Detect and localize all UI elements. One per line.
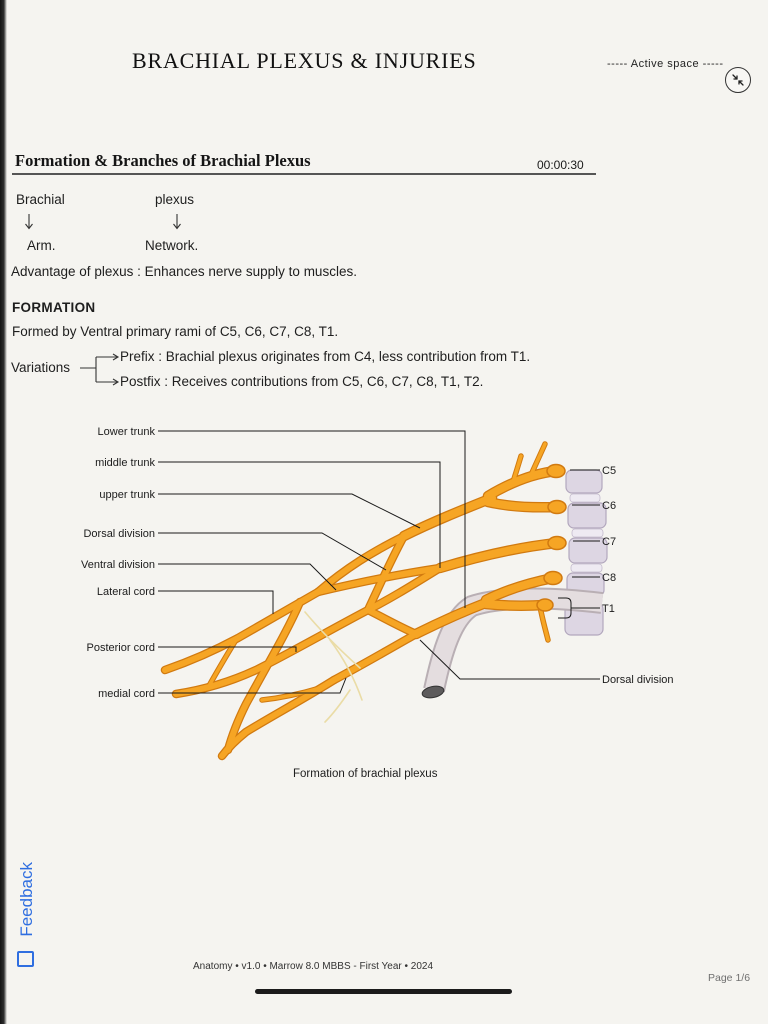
upper-trunk (404, 498, 492, 536)
leader-ventral-division (158, 564, 336, 590)
collapse-icon-glyph (731, 73, 745, 87)
label-lateral-cord: Lateral cord (96, 586, 155, 598)
ganglion-c7 (548, 537, 566, 550)
leader-lateral-cord (158, 591, 273, 614)
brachial-plexus-diagram (0, 415, 768, 785)
home-indicator[interactable] (255, 989, 512, 994)
page-title: BRACHIAL PLEXUS & INJURIES (132, 48, 477, 73)
etymology-word-brachial: Brachial (16, 192, 65, 207)
formed-by-note: Formed by Ventral primary rami of C5, C6, C7, C8, T1. (12, 324, 339, 339)
label-c6: C6 (602, 500, 617, 512)
etymology-meaning-arm: Arm. (27, 238, 56, 253)
label-c5: C5 (602, 465, 617, 477)
feedback-icon (17, 951, 34, 967)
vertebra-c6 (568, 503, 606, 528)
label-upper-trunk: upper trunk (99, 489, 155, 501)
label-dorsal-division-right: Dorsal division (602, 674, 674, 686)
formation-heading: FORMATION (12, 300, 96, 315)
label-lower-trunk: Lower trunk (97, 426, 155, 438)
intervertebral-disc (571, 564, 602, 572)
middle-trunk (440, 543, 557, 568)
label-medial-cord: medial cord (98, 688, 155, 700)
diagram-caption: Formation of brachial plexus (293, 768, 438, 780)
etymology-word-plexus: plexus (155, 192, 195, 207)
page-indicator: Page 1/6 (708, 972, 751, 984)
lower-posterior-division (368, 610, 416, 634)
variations-bracket (80, 350, 122, 390)
intervertebral-disc (570, 494, 600, 502)
lower-anterior-division (334, 634, 416, 680)
ganglion-c8 (544, 572, 562, 585)
video-timestamp[interactable]: 00:00:30 (537, 158, 584, 172)
section-title: Formation & Branches of Brachial Plexus (15, 151, 311, 170)
down-arrow-icon (24, 213, 34, 231)
collapse-icon[interactable] (725, 67, 751, 93)
etymology-meaning-network: Network. (145, 238, 199, 253)
feedback-label: Feedback (17, 862, 36, 937)
root-t1 (486, 604, 545, 606)
ganglion-c5 (547, 465, 565, 478)
fine-fibre (325, 690, 350, 722)
variations-label: Variations (11, 360, 71, 375)
variation-postfix: Postfix : Receives contributions from C5, C6, C7, C8, T1, T2. (120, 374, 484, 389)
footer-meta: Anatomy • v1.0 • Marrow 8.0 MBBS - First Year • 2024 (193, 961, 434, 972)
section-divider (12, 173, 596, 175)
variation-prefix: Prefix : Brachial plexus originates from C4, less contribution from T1. (120, 349, 531, 364)
feedback-button[interactable] (12, 856, 42, 974)
leader-upper-trunk (158, 494, 420, 528)
label-c8: C8 (602, 572, 617, 584)
label-c7: C7 (602, 536, 617, 548)
lateral-cord (165, 592, 318, 670)
label-posterior-cord: Posterior cord (86, 642, 155, 654)
active-space-label: ----- Active space ----- (607, 58, 724, 70)
label-t1: T1 (602, 603, 615, 615)
label-middle-trunk: middle trunk (95, 457, 155, 469)
vertebra-c5 (566, 470, 602, 493)
label-ventral-division: Ventral division (81, 559, 155, 571)
down-arrow-icon (172, 213, 182, 231)
advantage-note: Advantage of plexus : Enhances nerve supply to muscles. (11, 264, 357, 279)
label-dorsal-division: Dorsal division (83, 528, 155, 540)
ganglion-c6 (548, 501, 566, 514)
ganglion-t1 (537, 599, 553, 611)
intervertebral-disc (572, 529, 603, 537)
